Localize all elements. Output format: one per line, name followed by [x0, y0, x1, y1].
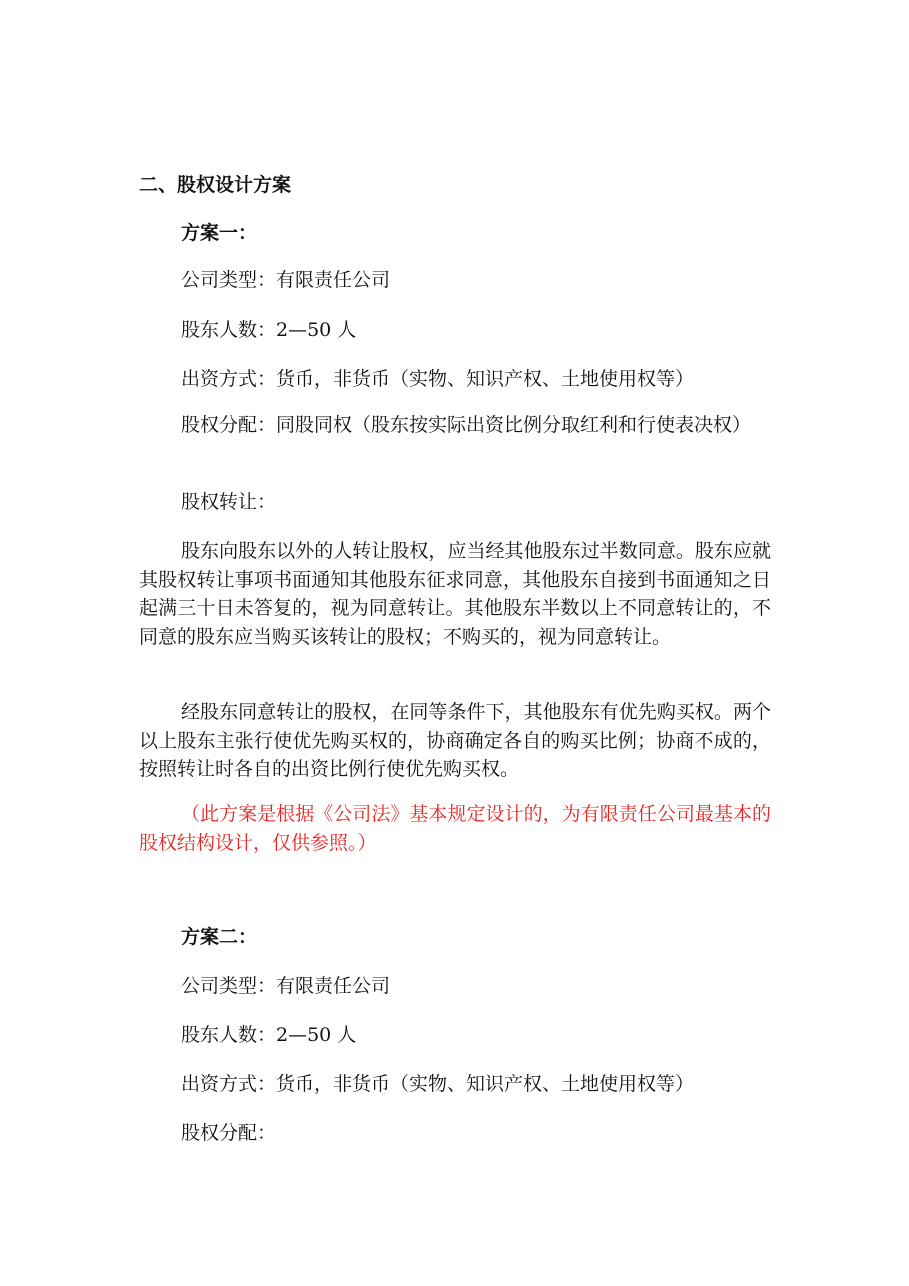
- plan1-allocation: 股权分配：同股同权（股东按实际出资比例分取红利和行使表决权）: [181, 414, 752, 436]
- plan1-contribution: 出资方式：货币，非货币（实物、知识产权、土地使用权等）: [181, 368, 695, 390]
- plan2-allocation-label: 股权分配：: [181, 1122, 277, 1144]
- plan2-title: 方案二：: [181, 926, 258, 948]
- plan1-title: 方案一：: [181, 222, 258, 244]
- plan2-shareholders: 股东人数：2—50 人: [181, 1024, 357, 1046]
- plan1-transfer-label: 股权转让：: [181, 491, 277, 513]
- plan1-transfer-paragraph-2: 经股东同意转让的股权，在同等条件下，其他股东有优先购买权。两个以上股东主张行使优先购买权的，协商确定各自的购买比例；协商不成的，按照转让时各自的出资比例行使优先购买权。: [139, 701, 771, 780]
- section-title: 二、股权设计方案: [139, 174, 292, 196]
- plan1-company-type: 公司类型：有限责任公司: [181, 269, 391, 291]
- plan1-note: （此方案是根据《公司法》基本规定设计的，为有限责任公司最基本的股权结构设计，仅供参照。）: [139, 803, 771, 854]
- plan2-company-type: 公司类型：有限责任公司: [181, 975, 391, 997]
- plan1-shareholders: 股东人数：2—50 人: [181, 319, 357, 341]
- plan1-transfer-paragraph-1: 股东向股东以外的人转让股权，应当经其他股东过半数同意。股东应就其股权转让事项书面通知其他股东征求同意，其他股东自接到书面通知之日起满三十日未答复的，视为同意转让。其他股东半数以上不同意转让的，不同意的股东应当购买该转让的股权；不购买的，视为同意转让。: [139, 540, 771, 648]
- plan2-contribution: 出资方式：货币，非货币（实物、知识产权、土地使用权等）: [181, 1073, 695, 1095]
